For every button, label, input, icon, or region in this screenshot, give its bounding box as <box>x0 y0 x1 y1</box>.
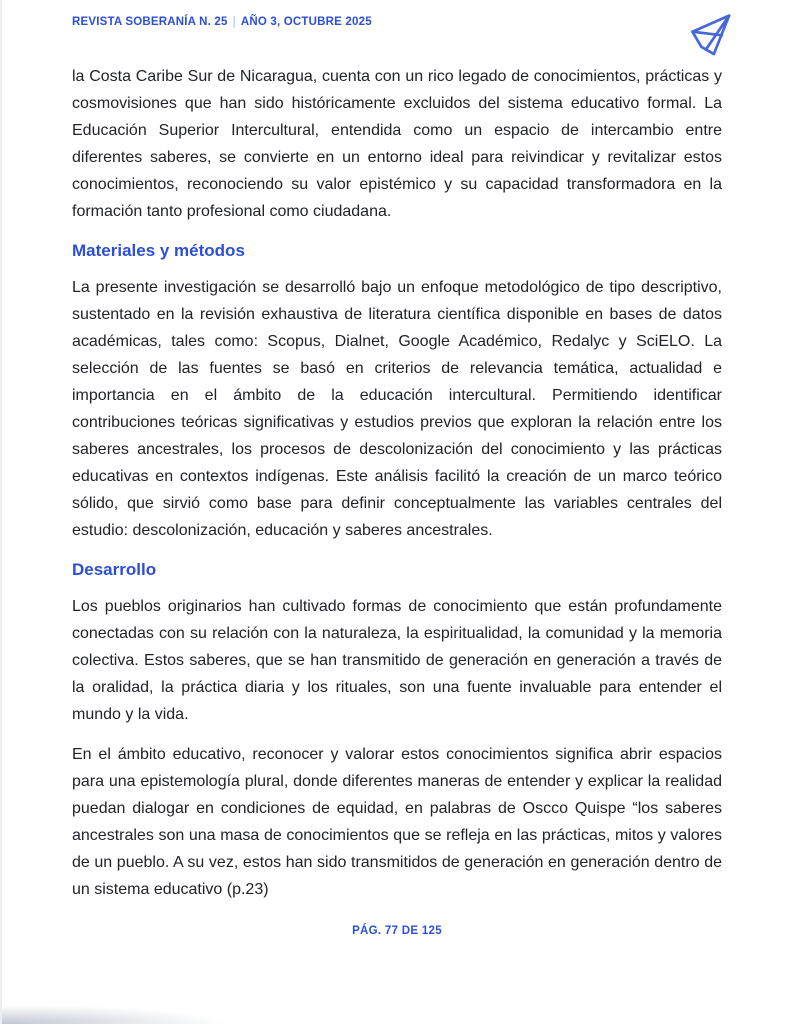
section-heading-materiales-y-metodos: Materiales y métodos <box>72 241 245 260</box>
paragraph-intro: la Costa Caribe Sur de Nicaragua, cuenta con un rico legado de conocimientos, prácticas y cosmovisiones que han sido históricamente excluidos del sistema educativo formal. La Educación Superior Intercultural, entendida como un espacio de intercambio entre diferentes saberes, se convierte en un entorno ideal para reivindicar y revitalizar estos conocimientos, reconociendo su valor epistémico y su capacidad transformadora en la formación tanto profesional como ciudadana. <box>72 68 722 220</box>
page-header <box>72 0 722 59</box>
issue-info: AÑO 3, OCTUBRE 2025 <box>240 16 372 28</box>
journal-header-line <box>72 13 372 28</box>
paragraph-ambito-educativo: En el ámbito educativo, reconocer y valorar estos conocimientos significa abrir espacios para una epistemología plural, donde diferentes maneras de entender y explicar la realidad puedan dialogar en condiciones de equidad, en palabras de Oscco Quispe “los saberes ancestrales son una masa de conocimientos que se refleja en las prácticas, mitos y valores de un pueblo. A su vez, estos han sido transmitidos de generación en generación dentro de un sistema educativo (p.23) <box>72 746 722 898</box>
paragraph-pueblos-originarios: Los pueblos originarios han cultivado formas de conocimiento que están profundamente conectadas con su relación con la naturaleza, la espiritualidad, la comunidad y la memoria colectiva. Estos saberes, que se han transmitido de generación en generación a través de la oralidad, la práctica diaria y los rituales, son una fuente invaluable para entender el mundo y la vida. <box>72 598 722 723</box>
article-body <box>72 63 722 903</box>
section-heading-desarrollo: Desarrollo <box>72 560 157 579</box>
header-separator: | <box>232 16 236 28</box>
paper-plane-logo-icon <box>688 10 738 57</box>
page-footer <box>72 925 722 937</box>
journal-name: REVISTA SOBERANÍA N. 25 <box>72 16 228 28</box>
page-number-label: PÁG. 77 DE 125 <box>352 925 442 937</box>
paragraph-metodologia: La presente investigación se desarrolló bajo un enfoque metodológico de tipo descriptivo, sustentado en la revisión exhaustiva de literatura científica disponible en bases de datos académicas, tales como: Scopus, Dialnet, Google Académico, Redalyc y SciELO. La selección de las fuentes se basó en criterios de relevancia temática, actualidad e importancia en el ámbito de la educación intercultural. Permitiendo identificar contribuciones teóricas significativas y estudios previos que exploran la relación entre los saberes ancestrales, los procesos de descolonización del conocimiento y las prácticas educativas en contextos indígenas. Este análisis facilitó la creación de un marco teórico sólido, que sirvió como base para definir conceptualmente las variables centrales del estudio: descolonización, educación y saberes ancestrales. <box>72 279 722 539</box>
